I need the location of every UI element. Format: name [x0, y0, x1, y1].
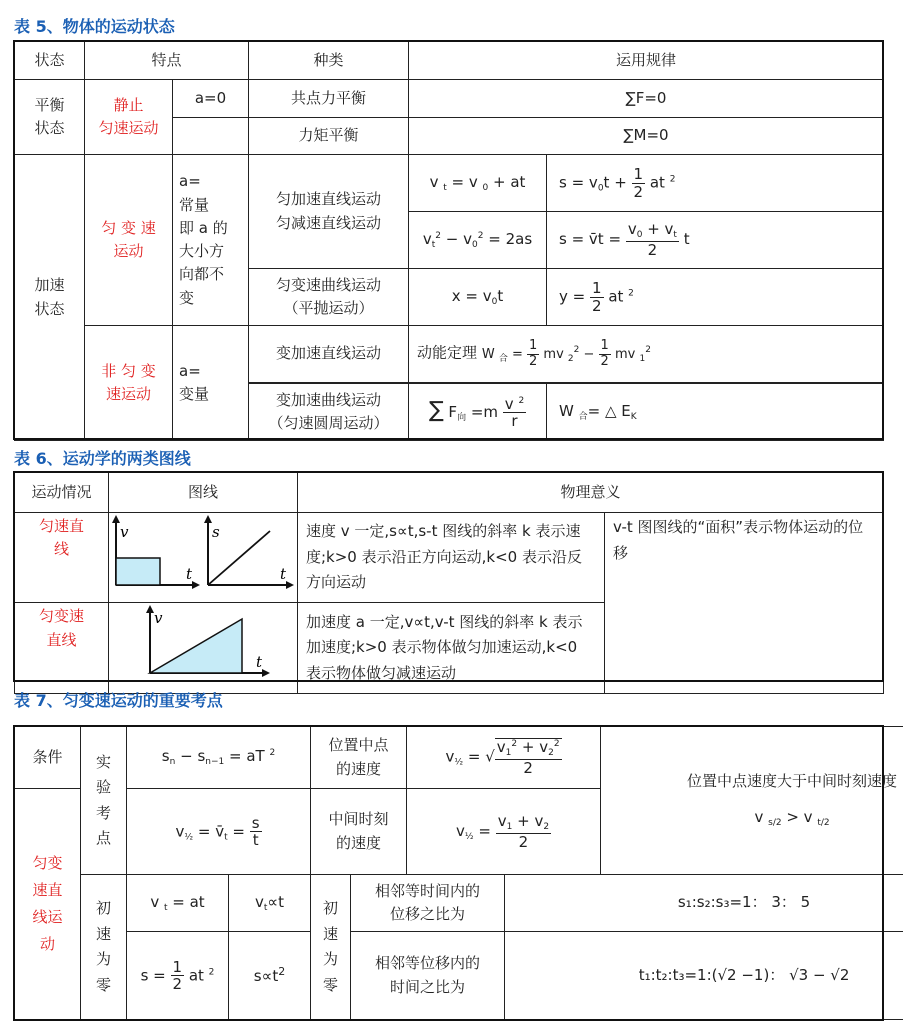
header-kind: 种类 [249, 42, 409, 80]
meaning-uniform-accel: 加速度 a 一定,v∝t,v-t 图线的斜率 k 表示加速度;k>0 表示物体做匀加速运动,k<0 表示物体做匀减速运动 [298, 603, 605, 693]
axis-t-label: t [186, 565, 193, 583]
axis-v-label: v [154, 609, 163, 628]
table5-title: 表 5、物体的运动状态 [14, 17, 175, 36]
formula-mid-time-avg: $v_{\frac{1}{2}}$ = $\frac{v_1 + v_2}{2}$ [407, 789, 601, 875]
a-zero: a=0 [173, 80, 249, 118]
uniform-graphs [110, 513, 296, 595]
nonuniform-var: 非 匀 变 速运动 [85, 326, 173, 441]
table7-title: 表 7、匀变速运动的重要考点 [14, 691, 223, 710]
formula-vt-at: v $_t$ = at [127, 875, 229, 932]
formula-x: $x = v_0t$ [409, 269, 547, 326]
header-feature: 特点 [85, 42, 249, 80]
axis-v-label: v [120, 523, 129, 541]
formula-s-half: s = $\frac{1}{2}$ at $^2$ [127, 932, 229, 1020]
compare-text: 位置中点速度大于中间时刻速度 [687, 772, 898, 791]
formula-sn: $s_n - s_{n-1}$ = aT $^2$ [127, 727, 311, 789]
header-state: 状态 [15, 42, 85, 80]
table6 [14, 472, 884, 694]
header-law: 运用规律 [409, 42, 884, 80]
table6-title: 表 6、运动学的两类图线 [14, 449, 191, 468]
law-sum-force: ∑F=0 [409, 80, 884, 118]
formula-mid-time: $v_{\frac{1}{2}}$ = $v̄_t$ = $\frac{s}{t}$ [127, 789, 311, 875]
ratio-time-label: 相邻等位移内的 时间之比为 [351, 932, 505, 1020]
mid-pos-label: 位置中点 的速度 [311, 727, 407, 789]
formula-centripetal: ∑ $F_向 =m$ $\frac{v ^2}{r}$ [409, 384, 547, 441]
kinetic-theorem: 动能定理 W $_合$ = $\frac{1}{2}$ mv $_2^2$ − $\frac{1}{2}$ mv $_1^2$ [409, 326, 884, 383]
kind-concurrent-force: 共点力平衡 [249, 80, 409, 118]
graph-uniform [109, 513, 298, 603]
header-graph: 图线 [109, 473, 298, 513]
formula-vt: v $_t$ = v $_0$ + at [409, 155, 547, 212]
ratio-disp-label: 相邻等时间内的 位移之比为 [351, 875, 505, 932]
s-prop: $s\propto t^2$ [229, 932, 311, 1020]
kind-circular: 变加速曲线运动 （匀速圆周运动） [249, 384, 409, 441]
formula-avg: s = v̄t = $\frac{v_0 + v_t}{2}$ t [547, 212, 884, 269]
law-sum-torque: ∑M=0 [409, 118, 884, 155]
compare-formula: v $_{s/2}$ > v $_{t/2}$ [754, 807, 830, 828]
axis-t-label: t [280, 565, 287, 583]
init-zero-label-1: 初 速 为 零 [81, 875, 127, 1020]
st-graph-uniform [204, 515, 294, 589]
formula-y: y = $\frac{1}{2}$ at $^2$ [547, 269, 884, 326]
empty-cell [173, 118, 249, 155]
formula-mid-pos: $v_{\frac{1}{2}}$ = √ $\frac{v_1^2 + v_2^2}{2}$ [407, 727, 601, 789]
accel-state: 加速 状态 [15, 155, 85, 441]
balance-feature: 静止 匀速运动 [85, 80, 173, 155]
balance-state: 平衡 状态 [15, 80, 85, 155]
axis-s-label: s [212, 523, 220, 541]
kind-projectile: 匀变速曲线运动 （平抛运动） [249, 269, 409, 326]
case-uniform: 匀速直 线 [15, 513, 109, 603]
v-prop: $v_t\propto t$ [229, 875, 311, 932]
meaning-uniform: 速度 v 一定,s∝t,s-t 图线的斜率 k 表示速度;k>0 表示沿正方向运动,k<0 表示沿反方向运动 [298, 513, 605, 603]
ratio-disp-value: s₁:s₂:s₃=1： 3： 5 [505, 875, 903, 932]
header-meaning: 物理意义 [298, 473, 884, 513]
kinetic-label: 动能定理 [417, 343, 478, 362]
ratio-time-value: t₁:t₂:t₃=1:(√2 −1)： √3 − √2 [505, 932, 903, 1020]
kind-torque: 力矩平衡 [249, 118, 409, 155]
category-label: 匀变 速直 线运 动 [15, 789, 81, 1020]
formula-v2: $v_t^2 - v_0^2 = 2as$ [409, 212, 547, 269]
vt-graph-accel [110, 603, 296, 685]
uniform-var: 匀 变 速 运动 [85, 155, 173, 326]
mid-time-label: 中间时刻 的速度 [311, 789, 407, 875]
formula-s: $s = v_0t$ + $\frac{1}{2}$ at $^2$ [547, 155, 884, 212]
kind-var-linear: 变加速直线运动 [249, 326, 409, 383]
vt-graph-uniform [112, 515, 200, 589]
nonuniform-desc: a= 变量 [173, 326, 249, 441]
formula-work: W $_合$= △ $E_K$ [547, 384, 884, 441]
init-zero-label-2: 初 速 为 零 [311, 875, 351, 1020]
compare-cell [601, 727, 903, 875]
uniform-desc: a= 常量 即 a 的 大小方 向都不 变 [173, 155, 249, 326]
condition-label: 条件 [15, 727, 81, 789]
case-uniform-accel: 匀变速 直线 [15, 603, 109, 693]
kind-linear: 匀加速直线运动 匀减速直线运动 [249, 155, 409, 269]
header-case: 运动情况 [15, 473, 109, 513]
table5 [14, 41, 884, 441]
table7 [14, 726, 903, 1020]
area-note: v-t 图图线的“面积”表示物体运动的位移 [605, 513, 884, 694]
axis-t-label: t [256, 653, 263, 672]
graph-uniform-accel [109, 603, 298, 693]
exp-point-label: 实 验 考 点 [81, 727, 127, 875]
